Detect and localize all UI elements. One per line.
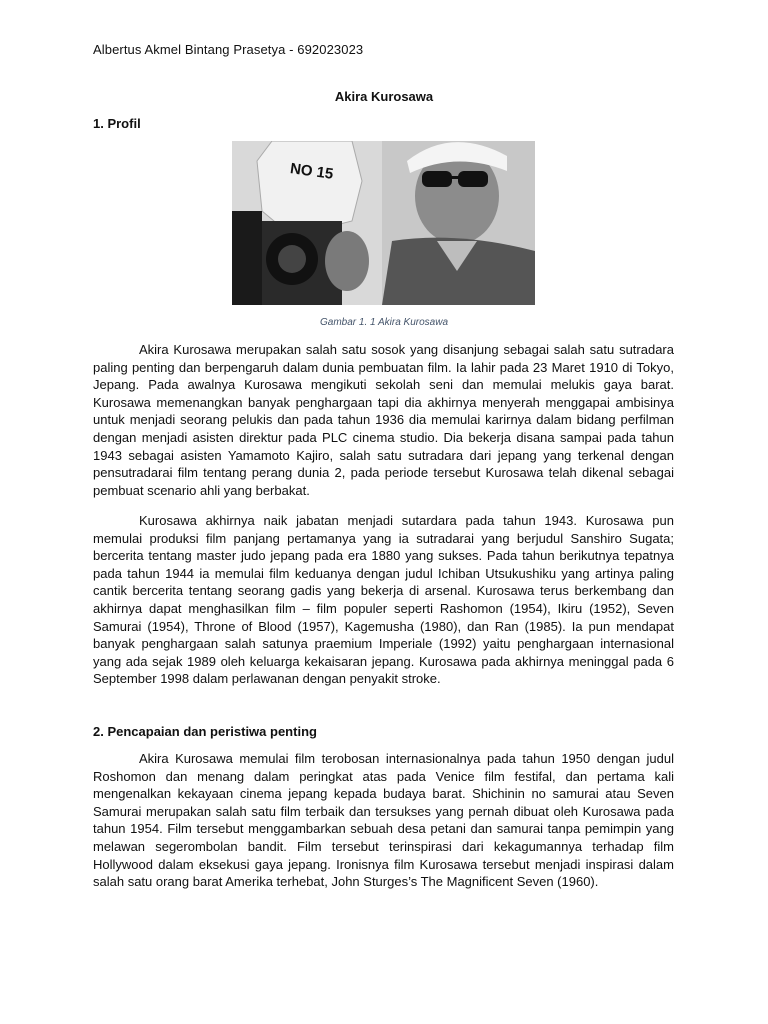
camera-label: NO 15 [289,160,335,183]
paragraph-1: Akira Kurosawa merupakan salah satu sosok yang disanjung sebagai salah satu sutradara paling penting dan berpengaruh dalam dunia pembuatan film. Ia lahir pada 23 Maret 1910 di Tokyo, Jepang. Pada awalnya Kurosawa mengikuti sekolah seni dan memulai melukis gaya barat. Kurosawa memenangkan banyak penghargaan tapi dia akhirnya menyerah menggapai ambisinya untuk menjadi seorang pelukis dan pada tahun 1936 dia memulai karirnya dalam bidang perfilman dengan menjadi asisten direktur pada PLC cinema studio. Dia bekerja disana sampai pada tahun 1943 sebagai asisten Yamamoto Kajiro, salah satu sutradara dari jepang yang terkenal dengan pensutradarai film tentang perang dunia 2, pada periode tersebut Kurosawa telah dikenal sebagai pembuat scenario ahli yang berbakat. [93,342,674,498]
section-heading-profil: 1. Profil [93,116,141,131]
author-line: Albertus Akmel Bintang Prasetya - 692023023 [93,42,364,57]
kurosawa-photo [232,141,535,305]
document-title: Akira Kurosawa [334,89,434,104]
photo-illustration [232,141,535,305]
figure-caption: Gambar 1. 1 Akira Kurosawa [319,317,449,328]
section-heading-pencapaian: 2. Pencapaian dan peristiwa penting [93,724,317,739]
paragraph-2: Kurosawa akhirnya naik jabatan menjadi sutardara pada tahun 1943. Kurosawa pun memulai produksi film panjang pertamanya yang ia sutradarai yang berjudul Sanshiro Sugata; bercerita tentang master judo jepang pada era 1880 yang sukses. Pada tahun berikutnya tepatnya pada tahun 1944 ia memulai film keduanya dengan judul Ichiban Utsukushiku yang artinya paling cantik bercerita tentang seorang gadis yang bekerja di arsenal. Kurosawa terus berkembang dan akhirnya dapat menghasilkan film – film populer seperti Rashomon (1954), Ikiru (1952), Seven Samurai (1954), Throne of Blood (1957), Kagemusha (1980), dan Ran (1985). Ia pun mendapat banyak penghargaan salah satunya praemium Imperiale (1992) yaitu penghargaan internasional yang ada sejak 1989 oleh keluarga kekaisaran jepang. Kurosawa pada akhirnya meninggal pada 6 September 1998 dalam perlawanan dengan penyakit stroke. [93,513,674,687]
paragraph-3: Akira Kurosawa memulai film terobosan internasionalnya pada tahun 1950 dengan judul Roshomon dan menang dalam peringkat atas pada Venice film festifal, dan pertama kali mengenalkan kekayaan cinema jepang kepada budaya barat. Shichinin no samurai atau Seven Samurai merupakan salah satu film terbaik dan tersukses yang pernah dibuat oleh Kurosawa pada tahun 1954. Film tersebut menggambarkan sebuah desa petani dan samurai tanpa pemimpin yang melawan segerombolan bandit. Film tersebut terinspirasi dari kekagumannya terhadap film Hollywood dalam eksekusi gaya jepang. Ironisnya film Kurosawa tersebut menjadi inspirasi dalam salah satu orang barat Amerika terhebat, John Sturges’s The Magnificent Seven (1960). [93,751,674,890]
